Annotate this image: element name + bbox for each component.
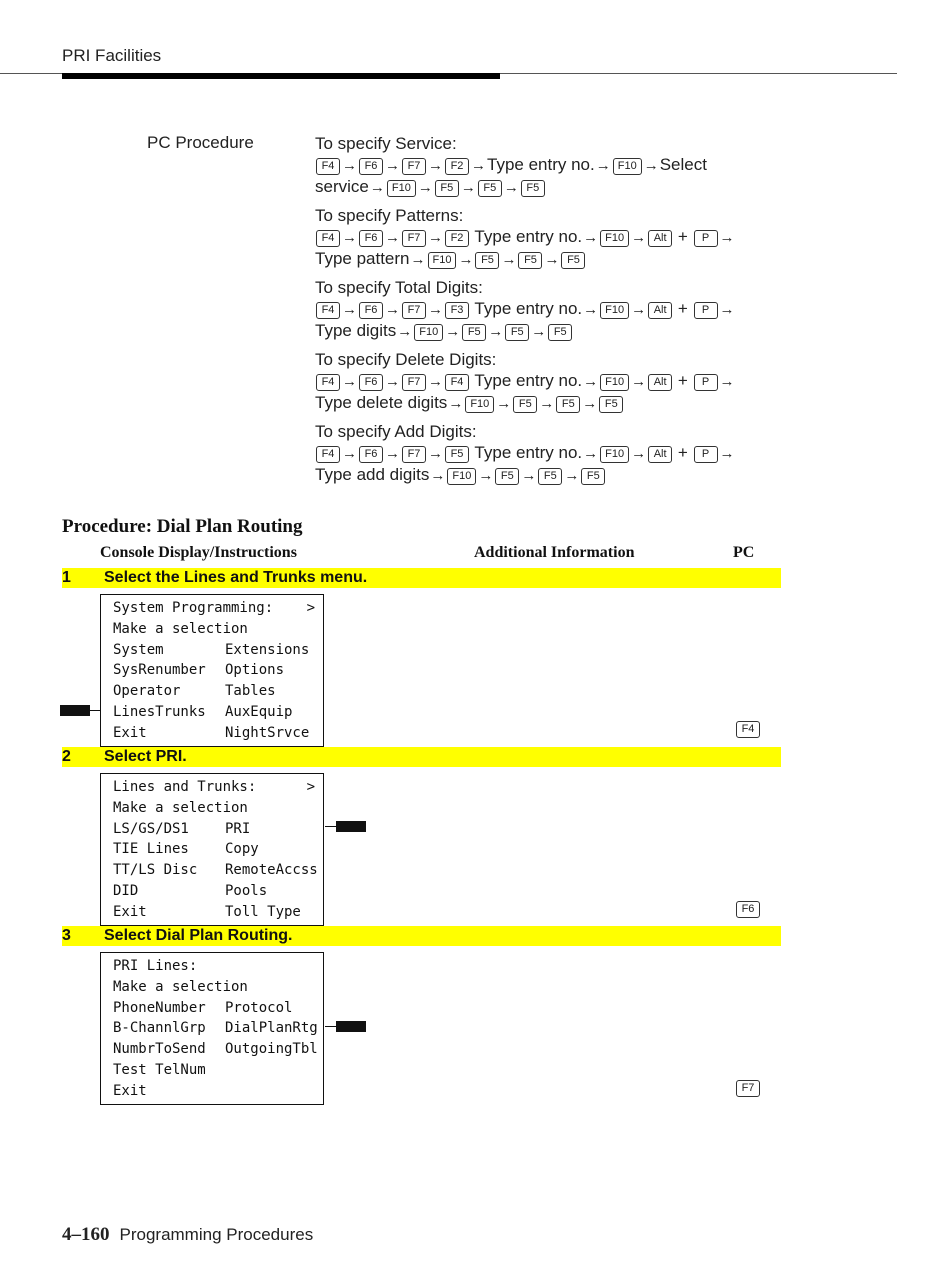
column-header-pc: PC (733, 544, 755, 561)
instruction-text: Type entry no. (470, 371, 583, 390)
procedure-title: Procedure: Dial Plan Routing (62, 516, 303, 537)
instruction-text: Type add digits (315, 465, 430, 484)
key-cap: F7 (402, 302, 426, 319)
arrow-right-icon: → (428, 373, 443, 390)
key-cap: F7 (402, 446, 426, 463)
pc-step-line (315, 464, 795, 486)
console-screen-2 (100, 773, 324, 926)
selection-pointer-line (325, 1026, 336, 1027)
screen-option: Test TelNum (113, 1061, 206, 1078)
arrow-right-icon: → (564, 467, 580, 484)
key-cap: F6 (359, 302, 383, 319)
screen-line (113, 881, 323, 902)
arrow-right-icon: → (385, 373, 400, 390)
instruction-text: Type entry no. (470, 443, 583, 462)
key-cap: F10 (600, 302, 629, 319)
column-header-info: Additional Information (474, 544, 635, 561)
instruction-text: + (673, 227, 693, 246)
key-cap: P (694, 374, 718, 391)
instruction-text: Type pattern (315, 249, 410, 268)
arrow-right-icon: → (428, 445, 443, 462)
step-number: 2 (62, 748, 71, 765)
arrow-right-icon: → (539, 395, 555, 412)
arrow-right-icon: → (719, 373, 735, 390)
key-cap: F5 (561, 252, 585, 269)
screen-option: LinesTrunks (113, 703, 206, 720)
screen-line (113, 839, 323, 860)
arrow-right-icon: → (583, 301, 599, 318)
screen-option: Lines and Trunks: (113, 779, 257, 795)
key-cap: Alt (648, 374, 672, 391)
key-cap: P (694, 230, 718, 247)
step-bar-3 (62, 926, 781, 946)
key-cap: Alt (648, 302, 672, 319)
header-bar (62, 73, 500, 79)
key-cap: F5 (599, 396, 623, 413)
arrow-right-icon: → (501, 251, 517, 268)
arrow-right-icon: → (460, 179, 476, 196)
key-cap: F5 (435, 180, 459, 197)
screen-line (113, 1018, 323, 1039)
screen-option: RemoteAccss (225, 862, 318, 879)
screen-option: System (113, 641, 164, 658)
pc-procedure-steps (315, 133, 795, 493)
running-header: PRI Facilities (62, 46, 162, 65)
key-cap: F5 (518, 252, 542, 269)
arrow-right-icon: → (719, 445, 735, 462)
screen-line (113, 956, 323, 977)
arrow-right-icon: → (503, 179, 519, 196)
key-cap: F5 (475, 252, 499, 269)
screen-option: PRI Lines: (113, 958, 198, 974)
arrow-right-icon: → (582, 395, 598, 412)
pc-step (315, 421, 795, 486)
pc-step-line (315, 442, 795, 464)
selection-pointer-icon (336, 1021, 366, 1032)
screen-line (113, 1081, 323, 1102)
screen-line (113, 660, 323, 681)
step-instruction: Select the Lines and Trunks menu. (104, 569, 368, 586)
step-bar-1 (62, 568, 781, 588)
instruction-text: + (673, 299, 693, 318)
screen-line (113, 1060, 323, 1081)
key-cap: Alt (648, 446, 672, 463)
pc-step-line (315, 320, 795, 342)
screen-option: Exit (113, 724, 147, 741)
key-cap: F5 (505, 324, 529, 341)
screen-option: B-ChannlGrp (113, 1020, 206, 1037)
more-indicator: > (306, 779, 315, 795)
pc-step-line (315, 248, 795, 270)
selection-pointer-line (325, 826, 336, 827)
arrow-right-icon: → (342, 373, 357, 390)
key-cap: Alt (648, 230, 672, 247)
step-number: 1 (62, 569, 71, 586)
screen-option: OutgoingTbl (225, 1041, 318, 1058)
key-cap: F5 (538, 468, 562, 485)
screen-line (113, 598, 323, 619)
key-cap: F3 (445, 302, 469, 319)
more-indicator: > (306, 600, 315, 616)
arrow-right-icon: → (428, 301, 443, 318)
pc-key-f4: F4 (736, 721, 760, 738)
pc-step (315, 277, 795, 342)
pc-step-line (315, 226, 795, 248)
screen-option: Options (225, 662, 285, 679)
instruction-text: Type delete digits (315, 393, 448, 412)
screen-line (113, 902, 323, 923)
screen-option: NightSrvce (225, 724, 310, 741)
key-cap: F4 (316, 302, 340, 319)
pc-procedure-label: PC Procedure (147, 133, 254, 152)
arrow-right-icon: → (342, 301, 357, 318)
arrow-right-icon: → (417, 179, 433, 196)
instruction-text: Type entry no. (487, 155, 595, 174)
arrow-right-icon: → (631, 373, 647, 390)
screen-option: Make a selection (113, 799, 248, 816)
screen-option: Protocol (225, 999, 293, 1016)
pc-step-title: To specify Service: (315, 134, 457, 153)
arrow-right-icon: → (458, 251, 474, 268)
arrow-right-icon: → (531, 323, 547, 340)
key-cap: F5 (478, 180, 502, 197)
screen-option: LS/GS/DS1 (113, 820, 189, 837)
key-cap: F10 (600, 230, 629, 247)
arrow-right-icon: → (544, 251, 560, 268)
key-cap: F4 (316, 446, 340, 463)
instruction-text: + (673, 443, 693, 462)
key-cap: F4 (316, 230, 340, 247)
screen-option: DialPlanRtg (225, 1020, 318, 1037)
arrow-right-icon: → (583, 445, 599, 462)
screen-line (113, 702, 323, 723)
key-cap: F10 (387, 180, 416, 197)
screen-option: Make a selection (113, 978, 248, 995)
screen-option: TT/LS Disc (113, 862, 198, 879)
screen-line (113, 977, 323, 998)
arrow-right-icon: → (631, 229, 647, 246)
arrow-right-icon: → (643, 157, 659, 174)
screen-option: SysRenumber (113, 662, 206, 679)
screen-line (113, 860, 323, 881)
screen-option: Extensions (225, 641, 310, 658)
key-cap: F10 (465, 396, 494, 413)
screen-line (113, 777, 323, 798)
page-number: 4–160 (62, 1224, 110, 1245)
column-header-console: Console Display/Instructions (100, 544, 297, 561)
key-cap: F2 (445, 230, 469, 247)
pc-step-title: To specify Total Digits: (315, 278, 483, 297)
key-cap: F5 (556, 396, 580, 413)
key-cap: F5 (462, 324, 486, 341)
key-cap: F5 (581, 468, 605, 485)
screen-option: Make a selection (113, 620, 248, 637)
arrow-right-icon: → (448, 395, 464, 412)
screen-option: Exit (113, 1082, 147, 1099)
key-cap: F2 (445, 158, 469, 175)
screen-option: DID (113, 882, 139, 899)
footer-section: Programming Procedures (119, 1225, 314, 1244)
selection-pointer-icon (60, 705, 90, 716)
instruction-text: + (673, 371, 693, 390)
screen-line (113, 798, 323, 819)
screen-line (113, 998, 323, 1019)
pc-step (315, 205, 795, 270)
screen-option: Exit (113, 903, 147, 920)
arrow-right-icon: → (428, 157, 443, 174)
instruction-text: Type entry no. (470, 299, 583, 318)
key-cap: F10 (447, 468, 476, 485)
key-cap: F5 (495, 468, 519, 485)
instruction-text: Type entry no. (470, 227, 583, 246)
arrow-right-icon: → (410, 251, 426, 268)
screen-option: Operator (113, 683, 181, 700)
arrow-right-icon: → (719, 301, 735, 318)
key-cap: F6 (359, 446, 383, 463)
arrow-right-icon: → (430, 467, 446, 484)
step-instruction: Select PRI. (104, 748, 187, 765)
arrow-right-icon: → (631, 301, 647, 318)
arrow-right-icon: → (385, 229, 400, 246)
arrow-right-icon: → (342, 157, 357, 174)
selection-pointer-line (90, 710, 100, 711)
console-screen-3 (100, 952, 324, 1105)
screen-option: Tables (225, 683, 276, 700)
arrow-right-icon: → (445, 323, 461, 340)
arrow-right-icon: → (583, 229, 599, 246)
pc-step-line (315, 176, 795, 198)
screen-option: System Programming: (113, 600, 274, 616)
key-cap: F10 (428, 252, 457, 269)
key-cap: F10 (613, 158, 642, 175)
key-cap: F6 (359, 374, 383, 391)
key-cap: F10 (600, 446, 629, 463)
arrow-right-icon: → (385, 157, 400, 174)
arrow-right-icon: → (342, 445, 357, 462)
screen-option: PRI (225, 820, 251, 837)
instruction-text: Type digits (315, 321, 397, 340)
screen-line (113, 619, 323, 640)
console-screen-1 (100, 594, 324, 747)
arrow-right-icon: → (496, 395, 512, 412)
arrow-right-icon: → (521, 467, 537, 484)
key-cap: F5 (445, 446, 469, 463)
arrow-right-icon: → (471, 157, 486, 174)
key-cap: F5 (513, 396, 537, 413)
key-cap: P (694, 446, 718, 463)
arrow-right-icon: → (397, 323, 413, 340)
key-cap: P (694, 302, 718, 319)
key-cap: F4 (316, 374, 340, 391)
pc-step-line (315, 370, 795, 392)
arrow-right-icon: → (583, 373, 599, 390)
pc-step (315, 349, 795, 414)
pc-step-line (315, 392, 795, 414)
key-cap: F5 (548, 324, 572, 341)
page-footer (62, 1224, 313, 1246)
screen-option: Pools (225, 882, 268, 899)
pc-key-f6: F6 (736, 901, 760, 918)
arrow-right-icon: → (385, 445, 400, 462)
pc-step-title: To specify Patterns: (315, 206, 464, 225)
screen-line (113, 681, 323, 702)
screen-option: Toll Type (225, 903, 301, 920)
arrow-right-icon: → (478, 467, 494, 484)
screen-option: AuxEquip (225, 703, 293, 720)
pc-step-title: To specify Add Digits: (315, 422, 477, 441)
key-cap: F6 (359, 230, 383, 247)
key-cap: F4 (316, 158, 340, 175)
arrow-right-icon: → (369, 179, 385, 196)
key-cap: F4 (445, 374, 469, 391)
pc-step-line (315, 154, 795, 176)
screen-option: NumbrToSend (113, 1041, 206, 1058)
screen-option: PhoneNumber (113, 999, 206, 1016)
arrow-right-icon: → (595, 157, 611, 174)
arrow-right-icon: → (631, 445, 647, 462)
key-cap: F7 (402, 374, 426, 391)
arrow-right-icon: → (342, 229, 357, 246)
key-cap: F7 (402, 230, 426, 247)
selection-pointer-icon (336, 821, 366, 832)
step-bar-2 (62, 747, 781, 767)
pc-step-title: To specify Delete Digits: (315, 350, 497, 369)
arrow-right-icon: → (385, 301, 400, 318)
instruction-text: service (315, 177, 369, 196)
screen-line (113, 819, 323, 840)
arrow-right-icon: → (428, 229, 443, 246)
screen-line (113, 640, 323, 661)
arrow-right-icon: → (488, 323, 504, 340)
screen-option: Copy (225, 841, 259, 858)
arrow-right-icon: → (719, 229, 735, 246)
key-cap: F5 (521, 180, 545, 197)
screen-option: TIE Lines (113, 841, 189, 858)
screen-line (113, 723, 323, 744)
step-instruction: Select Dial Plan Routing. (104, 927, 293, 944)
key-cap: F6 (359, 158, 383, 175)
pc-key-f7: F7 (736, 1080, 760, 1097)
pc-step-line (315, 298, 795, 320)
key-cap: F10 (600, 374, 629, 391)
instruction-text: Select (659, 155, 707, 174)
screen-line (113, 1039, 323, 1060)
step-number: 3 (62, 927, 71, 944)
pc-step (315, 133, 795, 198)
key-cap: F10 (414, 324, 443, 341)
key-cap: F7 (402, 158, 426, 175)
